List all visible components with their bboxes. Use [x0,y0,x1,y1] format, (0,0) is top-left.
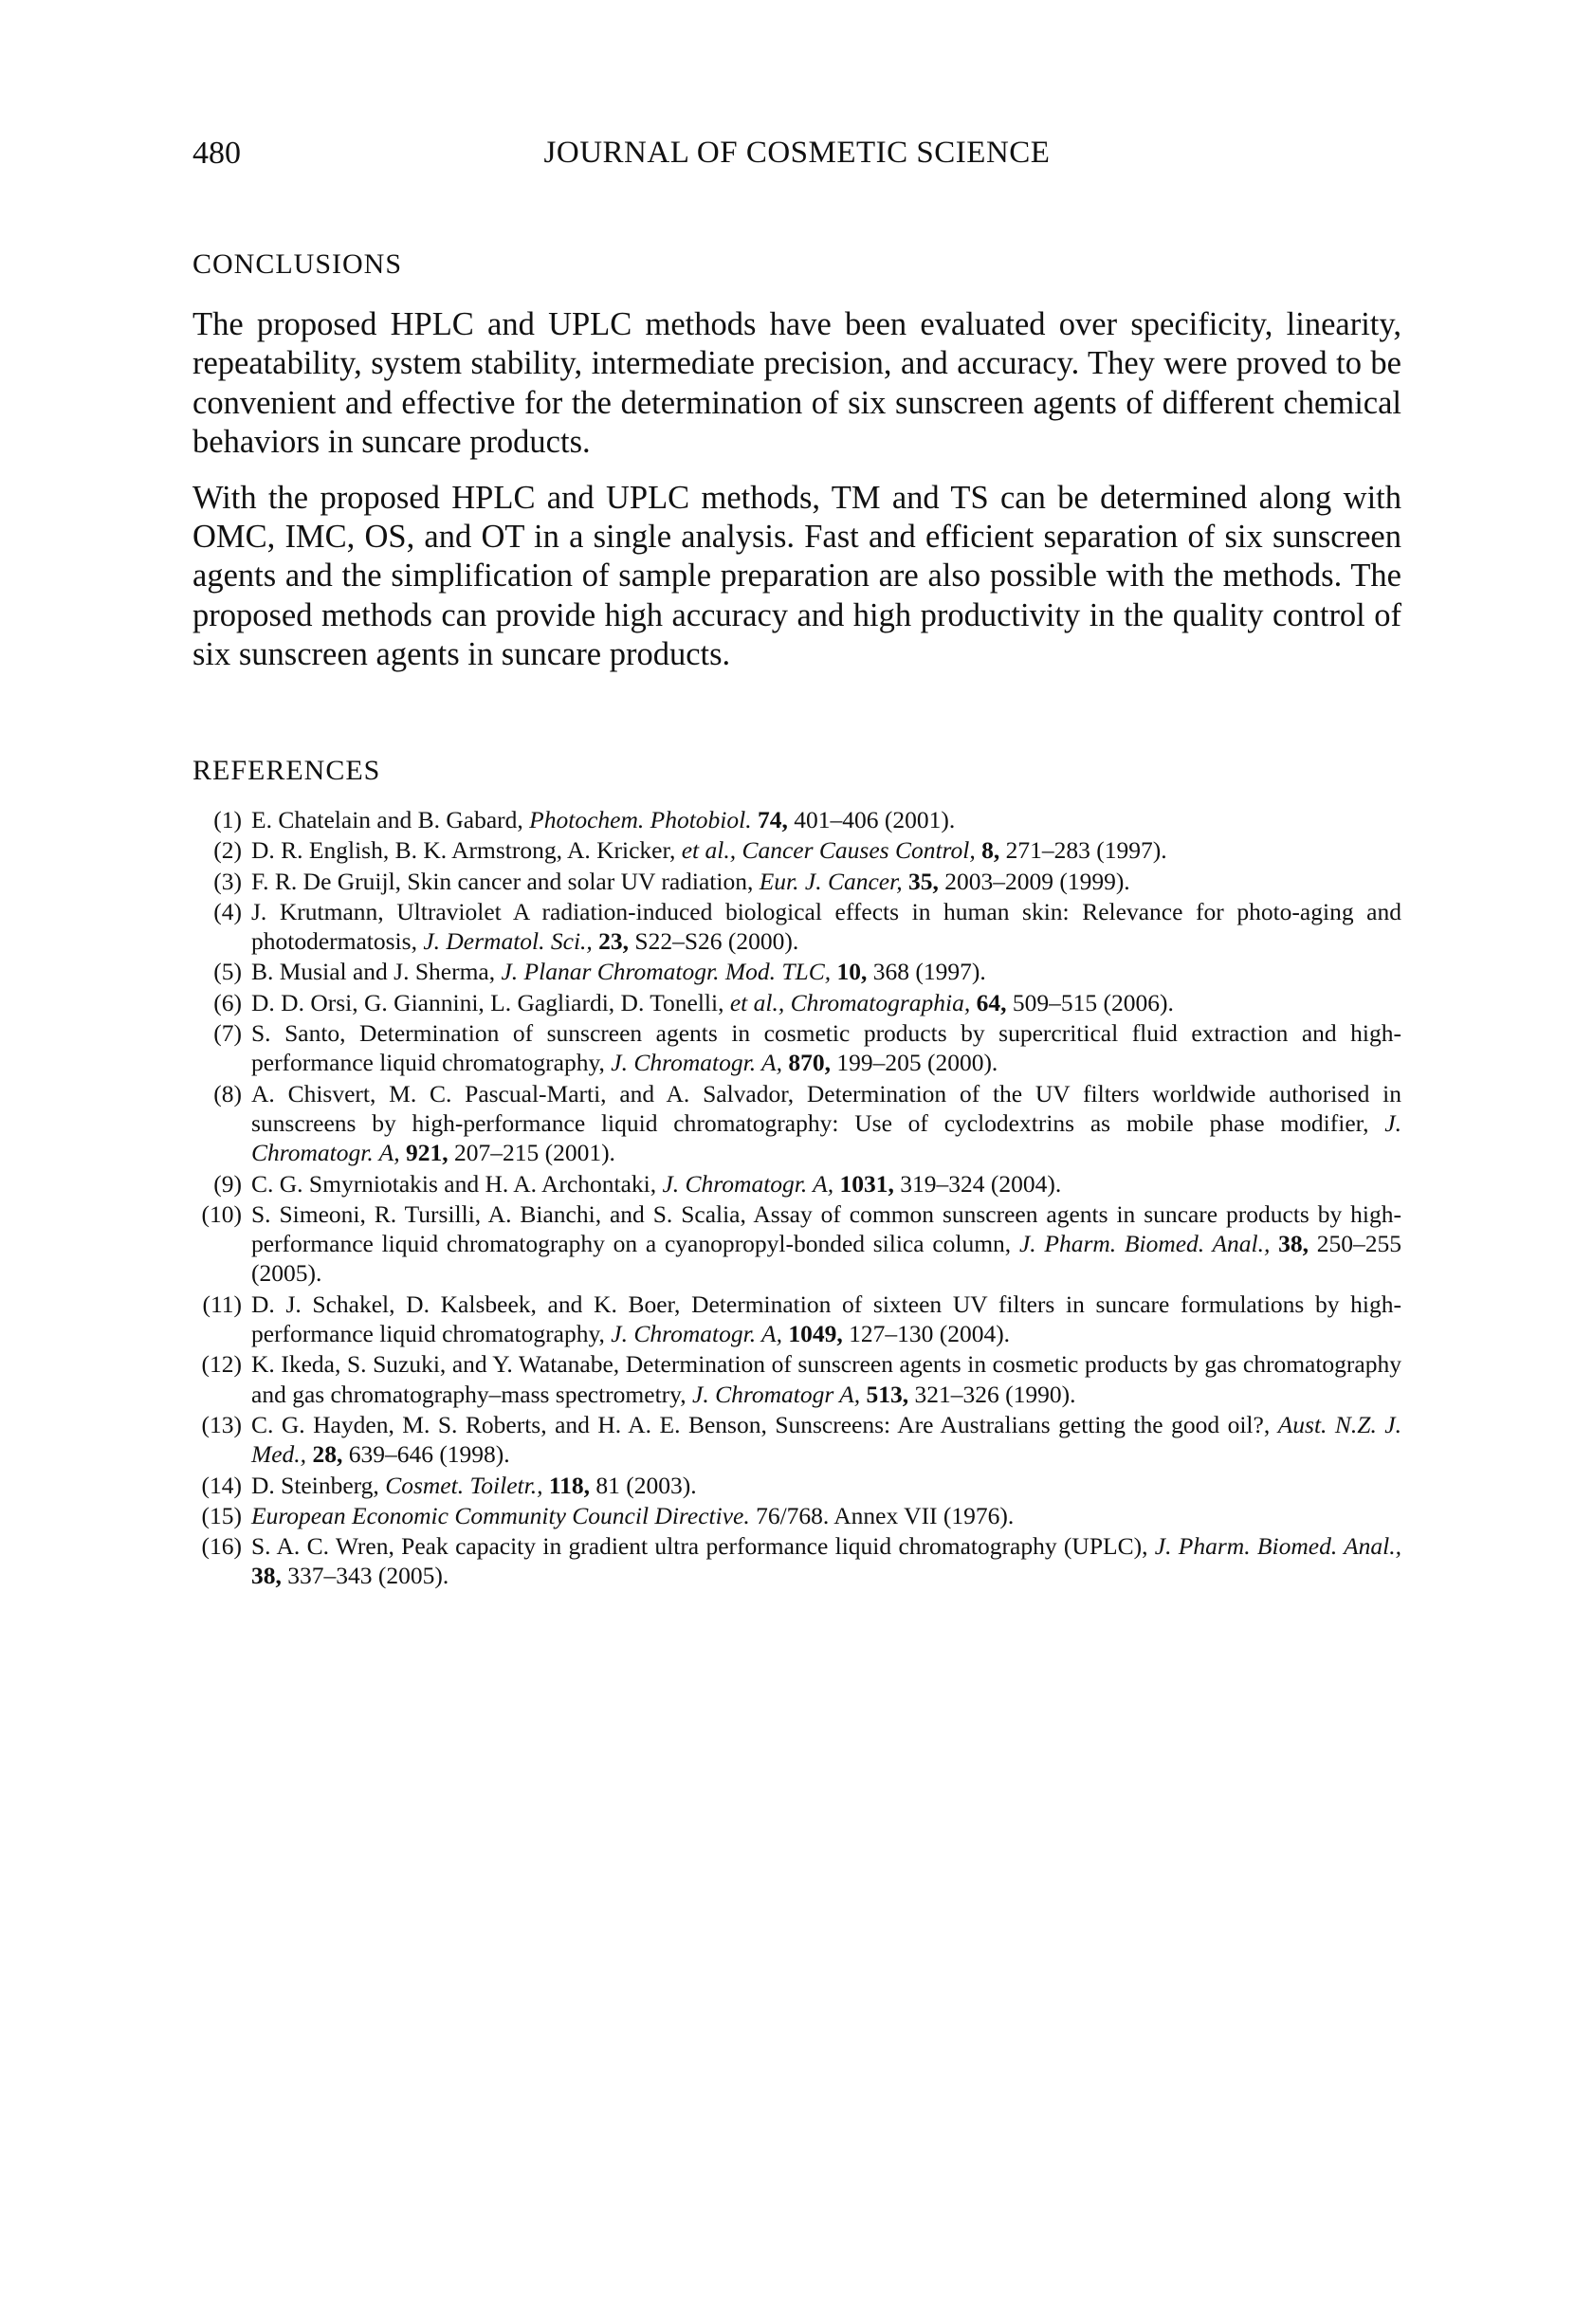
reference-volume: 118, [548,1471,591,1499]
reference-text [251,867,1401,896]
reference-text [251,897,1401,957]
reference-authors: S. Simeoni, R. Tursilli, A. Bianchi, and S. Scalia, Assay of common sunscreen agents in suncare products by high-performance liquid chromatography on a cyanopropyl-bonded silica column, [251,1199,1401,1258]
reference-journal: J. Chromatogr. A, [662,1169,834,1198]
reference-pages-year: 199–205 (2000). [830,1049,998,1077]
reference-journal: J. Chromatogr. A, [251,1108,1401,1167]
reference-authors: S. A. C. Wren, Peak capacity in gradient ultra performance liquid chromatography (UPLC), [251,1532,1155,1561]
reference-et-al: et al., [681,836,737,865]
reference-item [192,1199,1401,1289]
reference-item [192,1290,1401,1349]
reference-pages-year: 127–130 (2004). [842,1320,1011,1348]
reference-journal: J. Planar Chromatogr. Mod. TLC, [501,958,832,986]
reference-volume: 74, [757,806,788,833]
reference-number: (13) [201,1410,242,1438]
reference-number: (1) [213,806,242,833]
reference-text [251,1501,1401,1530]
reference-item [192,1471,1401,1500]
reference-authors: D. R. English, B. K. Armstrong, A. Kricker, [251,836,682,865]
reference-number: (16) [201,1532,242,1561]
reference-item [192,805,1401,834]
reference-text [251,1471,1401,1500]
reference-text [251,1290,1401,1349]
reference-item [192,1349,1401,1409]
reference-item [192,867,1401,896]
reference-authors: D. J. Schakel, D. Kalsbeek, and K. Boer, Determination of sixteen UV filters in suncare formulations by high-performance liquid chromatography, [251,1290,1401,1348]
reference-item [192,1531,1401,1591]
reference-journal: Cancer Causes Control, [742,836,976,865]
reference-pages-year: 250–255 (2005). [251,1230,1402,1288]
reference-number: (11) [202,1290,242,1318]
reference-item [192,1410,1401,1470]
reference-authors: A. Chisvert, M. C. Pascual-Marti, and A. Salvador, Determination of the UV filters worldwide authorised in sunscreens by high-performance liquid chromatography: Use of cyclodextrins as mobile phase modifier, [251,1079,1401,1137]
reference-journal: Chromatographia, [790,988,971,1016]
reference-item [192,1501,1401,1530]
reference-volume: 38, [251,1562,282,1590]
reference-item [192,897,1401,957]
reference-volume: 64, [976,988,1007,1016]
reference-authors: J. Krutmann, Ultraviolet A radiation-induced biological effects in human skin: Relevance for photo-aging and photodermatosis, [251,897,1401,956]
reference-pages-year: 401–406 (2001). [787,806,956,833]
conclusions-body [192,305,1401,691]
reference-pages-year: 337–343 (2005). [281,1562,449,1590]
reference-volume: 921, [405,1139,449,1167]
reference-text [251,1079,1401,1168]
reference-number: (8) [213,1079,242,1107]
reference-journal: Cosmet. Toiletr., [385,1471,543,1499]
reference-text [251,1410,1401,1470]
conclusions-heading: CONCLUSIONS [192,248,403,280]
reference-authors: F. R. De Gruijl, Skin cancer and solar UV radiation, [251,867,760,895]
reference-text [251,1169,1401,1199]
reference-journal: Photochem. Photobiol. [529,806,752,833]
reference-number: (9) [213,1169,242,1198]
reference-pages-year: 321–326 (1990). [908,1380,1076,1408]
reference-volume: 23, [598,927,630,956]
reference-authors: E. Chatelain and B. Gabard, [251,806,530,833]
reference-volume: 1049, [788,1320,843,1348]
running-head: JOURNAL OF COSMETIC SCIENCE [543,136,1051,170]
reference-journal: J. Pharm. Biomed. Anal., [1018,1230,1271,1258]
reference-text [251,835,1401,865]
reference-journal: J. Dermatol. Sci., [423,927,593,956]
page-number: 480 [192,136,241,171]
reference-number: (10) [201,1199,242,1228]
reference-authors: C. G. Smyrniotakis and H. A. Archontaki, [251,1169,663,1198]
reference-volume: 870, [788,1049,831,1077]
reference-volume: 38, [1278,1230,1309,1258]
reference-item [192,957,1401,986]
reference-number: (5) [213,958,242,986]
reference-volume: 8, [981,836,1000,865]
reference-pages-year: 207–215 (2001). [448,1139,615,1167]
reference-pages-year: 81 (2003). [590,1471,697,1499]
reference-authors: D. Steinberg, [251,1471,386,1499]
reference-authors: D. D. Orsi, G. Giannini, L. Gagliardi, D. Tonelli, [251,988,730,1016]
reference-text [251,1349,1401,1409]
reference-text [251,1018,1401,1078]
reference-journal: Aust. N.Z. J. Med., [251,1410,1402,1469]
reference-number: (6) [213,988,242,1016]
conclusions-paragraph: With the proposed HPLC and UPLC methods, TM and TS can be determined along with OMC, IMC, OS, and OT in a single analysis. Fast and efficient separation of six sunscreen agents and the simplification of sample preparation are also possible with the methods. The proposed methods can provide high accuracy and high productivity in the quality control of six sunscreen agents in suncare products. [192,479,1401,673]
reference-authors: C. G. Hayden, M. S. Roberts, and H. A. E. Benson, Sunscreens: Are Australians getting the good oil?, [251,1410,1278,1438]
reference-pages-year: 368 (1997). [867,958,986,986]
reference-journal: J. Chromatogr. A, [611,1049,782,1077]
reference-volume: 35, [907,867,939,895]
reference-item [192,1079,1401,1168]
reference-text [251,1199,1401,1289]
reference-item [192,1018,1401,1078]
reference-pages-year: 271–283 (1997). [999,836,1167,865]
reference-number: (4) [213,897,242,925]
reference-authors: S. Santo, Determination of sunscreen agents in cosmetic products by supercritical fluid extraction and high-performance liquid chromatography, [251,1019,1401,1077]
reference-authors: B. Musial and J. Sherma, [251,958,502,986]
reference-item [192,1169,1401,1199]
reference-list [192,805,1401,1592]
reference-authors: K. Ikeda, S. Suzuki, and Y. Watanabe, Determination of sunscreen agents in cosmetic products by gas chromatography and gas chromatography–mass spectrometry, [251,1350,1401,1408]
reference-number: (3) [213,867,242,895]
reference-item [192,988,1401,1017]
reference-pages-year: 2003–2009 (1999). [938,867,1130,895]
reference-number: (14) [201,1471,242,1499]
reference-pages-year: 509–515 (2006). [1006,988,1174,1016]
reference-pages-year: 76/768. Annex VII (1976). [749,1501,1015,1529]
reference-journal: J. Pharm. Biomed. Anal., [1154,1532,1401,1561]
reference-pages-year: S22–S26 (2000). [629,927,799,956]
reference-number: (15) [201,1501,242,1529]
reference-number: (12) [201,1350,242,1379]
reference-journal: J. Chromatogr. A, [611,1320,782,1348]
reference-journal: J. Chromatogr A, [692,1380,861,1408]
reference-volume: 28, [312,1440,343,1469]
reference-journal: Eur. J. Cancer, [759,867,903,895]
references-heading: REFERENCES [192,755,381,786]
reference-item [192,835,1401,865]
reference-volume: 1031, [839,1169,894,1198]
reference-volume: 513, [866,1380,909,1408]
reference-journal: European Economic Community Council Directive. [251,1501,750,1529]
conclusions-paragraph: The proposed HPLC and UPLC methods have been evaluated over specificity, linearity, repeatability, system stability, intermediate precision, and accuracy. They were proved to be convenient and effective for the determination of six sunscreen agents of different chemical behaviors in suncare products. [192,306,1401,461]
reference-number: (7) [213,1019,242,1048]
page-header [192,136,1401,183]
reference-pages-year: 319–324 (2004). [893,1169,1062,1198]
reference-text [251,957,1401,986]
reference-text [251,988,1401,1017]
reference-number: (2) [213,836,242,865]
reference-et-al: et al., [729,988,785,1016]
reference-text [251,805,1401,834]
reference-pages-year: 639–646 (1998). [342,1440,510,1469]
reference-volume: 10, [836,958,868,986]
reference-text [251,1531,1401,1591]
